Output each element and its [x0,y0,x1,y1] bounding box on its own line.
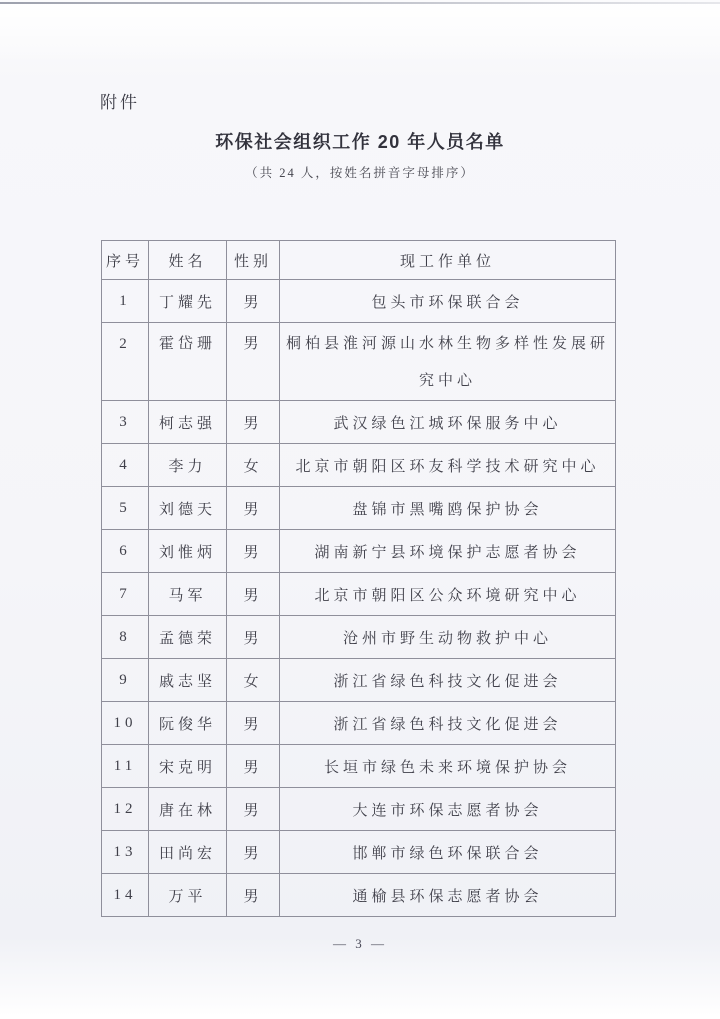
cell-gender: 男 [227,616,280,659]
cell-work-unit: 大连市环保志愿者协会 [280,788,616,831]
table-header-row [102,241,616,280]
cell-name: 丁耀先 [149,280,227,323]
cell-name: 霍岱珊 [149,323,227,401]
cell-name: 唐在林 [149,788,227,831]
cell-name: 刘德天 [149,487,227,530]
cell-name: 刘惟炳 [149,530,227,573]
cell-gender: 男 [227,788,280,831]
table-row [102,874,616,917]
table-row [102,323,616,401]
cell-serial-number: 9 [102,659,149,702]
cell-work-unit: 北京市朝阳区公众环境研究中心 [280,573,616,616]
personnel-table [101,240,616,917]
cell-name: 田尚宏 [149,831,227,874]
cell-serial-number: 4 [102,444,149,487]
cell-work-unit: 桐柏县淮河源山水林生物多样性发展研究中心 [280,323,616,401]
table-row [102,788,616,831]
cell-gender: 男 [227,280,280,323]
scan-top-highlight [0,4,720,64]
table-row [102,616,616,659]
cell-serial-number: 6 [102,530,149,573]
cell-serial-number: 13 [102,831,149,874]
cell-name: 李力 [149,444,227,487]
cell-gender: 女 [227,444,280,487]
cell-work-unit: 沧州市野生动物救护中心 [280,616,616,659]
cell-gender: 女 [227,659,280,702]
cell-serial-number: 1 [102,280,149,323]
attachment-label: 附件 [100,93,140,112]
cell-work-unit: 湖南新宁县环境保护志愿者协会 [280,530,616,573]
cell-name: 戚志坚 [149,659,227,702]
cell-work-unit: 北京市朝阳区环友科学技术研究中心 [280,444,616,487]
cell-work-unit: 邯郸市绿色环保联合会 [280,831,616,874]
table-row [102,659,616,702]
cell-serial-number: 11 [102,745,149,788]
cell-gender: 男 [227,323,280,401]
table-row [102,745,616,788]
cell-work-unit: 浙江省绿色科技文化促进会 [280,659,616,702]
header-serial-number: 序号 [102,241,149,280]
cell-serial-number: 10 [102,702,149,745]
cell-work-unit: 武汉绿色江城环保服务中心 [280,401,616,444]
cell-work-unit: 盘锦市黑嘴鸥保护协会 [280,487,616,530]
page-title: 环保社会组织工作 20 年人员名单 [215,132,505,152]
cell-work-unit: 浙江省绿色科技文化促进会 [280,702,616,745]
cell-serial-number: 3 [102,401,149,444]
table-row [102,487,616,530]
cell-work-unit: 长垣市绿色未来环境保护协会 [280,745,616,788]
table-body [102,280,616,917]
table-row [102,401,616,444]
cell-serial-number: 5 [102,487,149,530]
cell-gender: 男 [227,530,280,573]
header-work-unit: 现工作单位 [280,241,616,280]
cell-gender: 男 [227,745,280,788]
cell-gender: 男 [227,401,280,444]
page-number: — 3 — [333,936,387,951]
cell-name: 孟德荣 [149,616,227,659]
cell-serial-number: 7 [102,573,149,616]
table-row [102,831,616,874]
table-row [102,530,616,573]
cell-gender: 男 [227,831,280,874]
header-gender: 性别 [227,241,280,280]
cell-gender: 男 [227,874,280,917]
table-row [102,280,616,323]
scan-bottom-highlight [0,1005,720,1019]
table-row [102,444,616,487]
cell-work-unit: 包头市环保联合会 [280,280,616,323]
cell-name: 万平 [149,874,227,917]
cell-name: 柯志强 [149,401,227,444]
cell-gender: 男 [227,573,280,616]
cell-serial-number: 12 [102,788,149,831]
page-subtitle: （共 24 人，按姓名拼音字母排序） [245,166,475,180]
header-name: 姓名 [149,241,227,280]
cell-serial-number: 14 [102,874,149,917]
cell-serial-number: 2 [102,323,149,401]
table-row [102,702,616,745]
cell-serial-number: 8 [102,616,149,659]
cell-name: 阮俊华 [149,702,227,745]
cell-gender: 男 [227,702,280,745]
cell-name: 宋克明 [149,745,227,788]
cell-gender: 男 [227,487,280,530]
cell-work-unit: 通榆县环保志愿者协会 [280,874,616,917]
table-row [102,573,616,616]
cell-name: 马军 [149,573,227,616]
